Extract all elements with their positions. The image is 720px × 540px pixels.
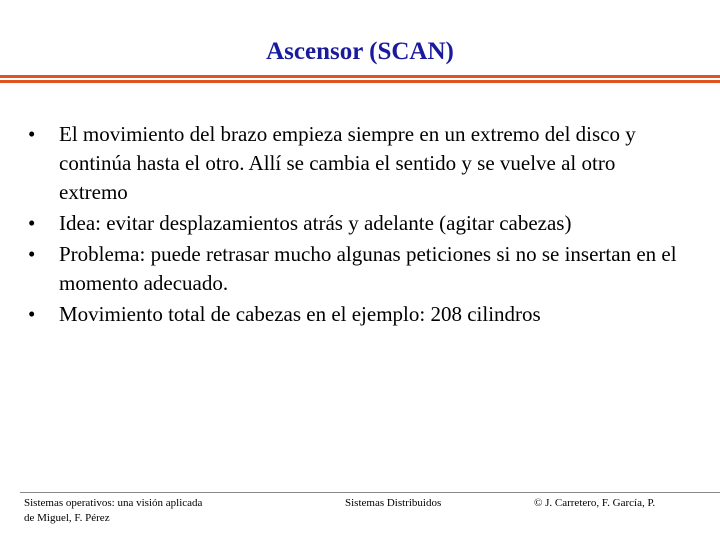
bullet-item — [28, 240, 688, 298]
footer-copyright: © J. Carretero, F. García, P. — [534, 497, 656, 509]
bullet-text: El movimiento del brazo empieza siempre en un extremo del disco y continúa hasta el otro. Allí se cambia el sentido y se vuelve al otro extremo — [59, 122, 636, 204]
bullet-text: Movimiento total de cabezas en el ejemplo: 208 cilindros — [59, 302, 541, 326]
footer-book-credit — [24, 496, 264, 526]
bullet-list — [28, 120, 688, 331]
bullet-item — [28, 209, 688, 238]
title-rule-upper — [0, 75, 720, 78]
bullet-dot-icon: • — [28, 242, 36, 266]
bullet-dot-icon: • — [28, 122, 36, 146]
bullet-dot-icon: • — [28, 211, 36, 235]
footer-book-authors: de Miguel, F. Pérez — [24, 512, 110, 524]
bullet-item — [28, 120, 688, 207]
footer-book-title: Sistemas operativos: una visión aplicada — [24, 497, 203, 509]
bullet-text: Idea: evitar desplazamientos atrás y adelante (agitar cabezas) — [59, 211, 572, 235]
footer-course-name: Sistemas Distribuidos — [345, 497, 442, 509]
bullet-item — [28, 300, 688, 329]
title-rule-lower — [0, 80, 720, 83]
bullet-text: Problema: puede retrasar mucho algunas peticiones si no se insertan en el momento adecuado. — [59, 242, 677, 295]
slide-title: Ascensor (SCAN) — [266, 38, 454, 65]
footer-rule — [20, 492, 720, 493]
bullet-dot-icon: • — [28, 302, 36, 326]
